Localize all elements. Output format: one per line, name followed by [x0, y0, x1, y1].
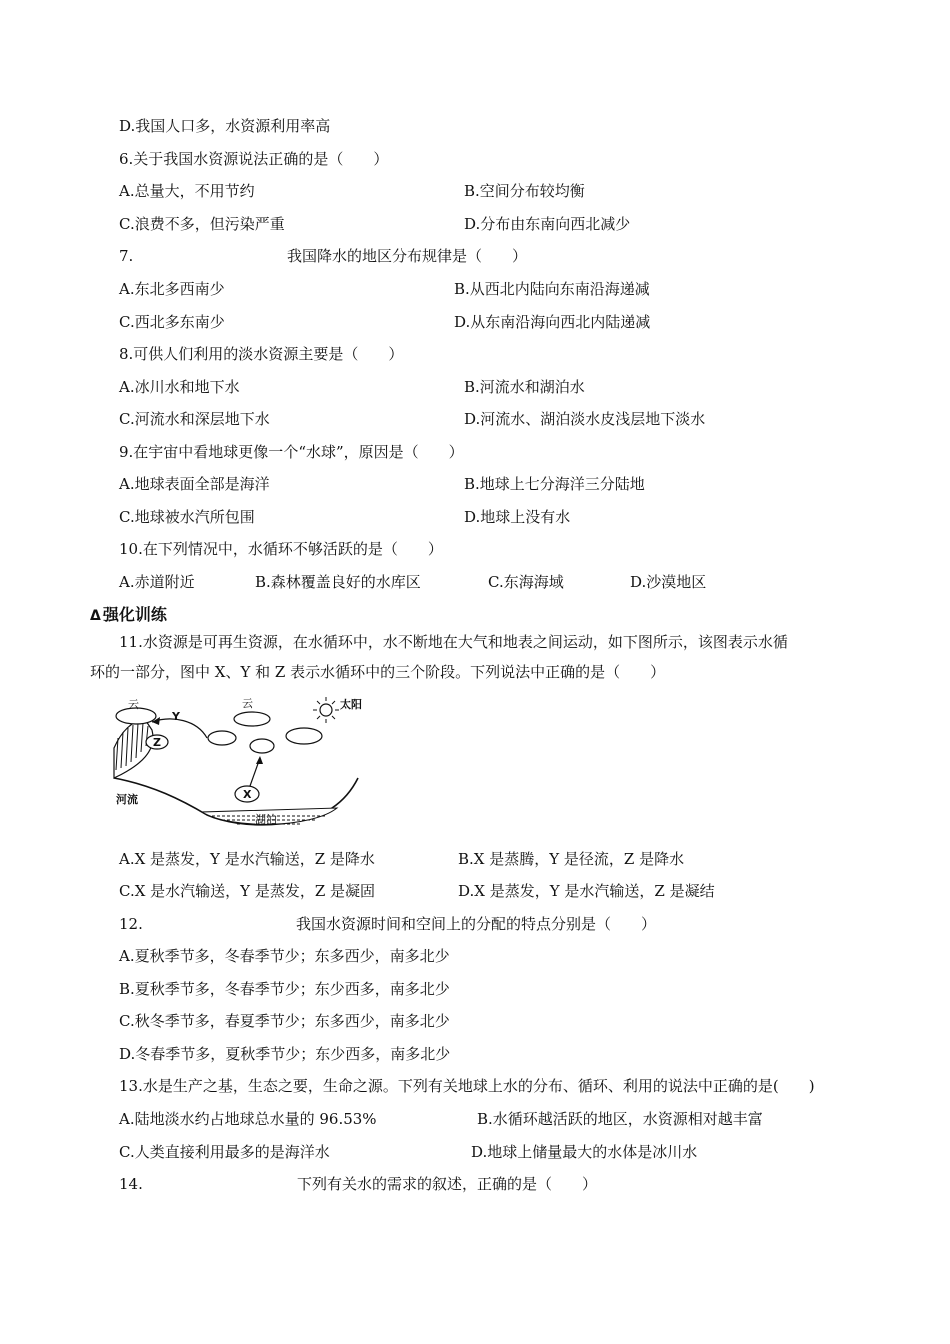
q7-number: 7.: [119, 247, 134, 265]
q11-stem-line1: 11.水资源是可再生资源，在水循环中，水不断地在大气和地表之间运动，如下图所示，该图表示水循: [119, 633, 788, 651]
q12-stem: 我国水资源时间和空间上的分配的特点分别是（ ）: [296, 915, 657, 933]
y-label: Y: [172, 710, 180, 723]
hillside: [114, 718, 153, 778]
q5-option-d: D.我国人口多，水资源利用率高: [119, 117, 331, 135]
lake-label: 湖泊: [255, 813, 277, 826]
q14-stem: 下列有关水的需求的叙述，正确的是（ ）: [297, 1175, 598, 1193]
q8-option-d: D.河流水、湖泊淡水皮浅层地下淡水: [464, 410, 706, 428]
q6-option-c: C.浪费不多，但污染严重: [119, 215, 285, 233]
section-heading: [90, 605, 167, 626]
q7-option-d: D.从东南沿海向西北内陆递减: [454, 313, 651, 331]
z-label: Z: [153, 736, 161, 749]
q6-option-a: A.总量大，不用节约: [119, 182, 255, 200]
q7-option-c: C.西北多东南少: [119, 313, 225, 331]
q12-option-d: D.冬春季节多，夏秋季节少；东少西多，南多北少: [119, 1045, 451, 1063]
q9-option-b: B.地球上七分海洋三分陆地: [464, 475, 645, 493]
q13-option-d: D.地球上储量最大的水体是冰川水: [471, 1143, 698, 1161]
q14-number: 14.: [119, 1175, 143, 1193]
cloud-mid-shape: [234, 712, 270, 726]
q7-stem: 我国降水的地区分布规律是（ ）: [287, 247, 528, 265]
q8-stem: 8.可供人们利用的淡水资源主要是（ ）: [119, 345, 404, 363]
q10-option-c: C.东海海域: [488, 573, 564, 591]
sun-icon: [313, 697, 339, 723]
delta-icon: Δ: [90, 608, 101, 624]
x-label: X: [243, 788, 252, 801]
q8-option-c: C.河流水和深层地下水: [119, 410, 270, 428]
q9-option-a: A.地球表面全部是海洋: [119, 475, 270, 493]
q9-option-d: D.地球上没有水: [464, 508, 571, 526]
q10-option-a: A.赤道附近: [119, 573, 195, 591]
section-title: 强化训练: [102, 605, 167, 624]
q7-option-a: A.东北多西南少: [119, 280, 225, 298]
q9-stem: 9.在宇宙中看地球更像一个“水球”，原因是（ ）: [119, 443, 464, 461]
cloud-small-1: [208, 731, 236, 745]
q10-stem: 10.在下列情况中，水循环不够活跃的是（ ）: [119, 540, 443, 558]
q12-number: 12.: [119, 915, 143, 933]
q13-option-c: C.人类直接利用最多的是海洋水: [119, 1143, 330, 1161]
q12-option-a: A.夏秋季节多，冬春季节少；东多西少，南多北少: [119, 947, 450, 965]
cloud-left-label: 云: [128, 698, 139, 711]
q10-option-d: D.沙漠地区: [630, 573, 707, 591]
q11-option-b: B.X 是蒸腾，Y 是径流，Z 是降水: [458, 850, 685, 868]
q11-option-d: D.X 是蒸发，Y 是水汽输送，Z 是凝结: [458, 882, 715, 900]
q13-option-a: A.陆地淡水约占地球总水量的 96.53%: [119, 1110, 377, 1128]
q6-option-d: D.分布由东南向西北减少: [464, 215, 631, 233]
q13-stem: 13.水是生产之基，生态之要，生命之源。下列有关地球上水的分布、循环、利用的说法中正确的是( ): [119, 1077, 815, 1095]
q11-option-a: A.X 是蒸发，Y 是水汽输送，Z 是降水: [119, 850, 375, 868]
water-cycle-diagram: [112, 690, 362, 830]
q11-option-c: C.X 是水汽输送，Y 是蒸发，Z 是凝固: [119, 882, 376, 900]
q6-option-b: B.空间分布较均衡: [464, 182, 585, 200]
q8-option-b: B.河流水和湖泊水: [464, 378, 585, 396]
x-arrowhead: [256, 756, 263, 764]
q11-stem-line2: 环的一部分，图中 X、Y 和 Z 表示水循环中的三个阶段。下列说法中正确的是（ ）: [90, 663, 666, 681]
q13-option-b: B.水循环越活跃的地区，水资源相对越丰富: [477, 1110, 763, 1128]
river-label: 河流: [116, 793, 138, 806]
q12-option-c: C.秋冬季节多，春夏季节少；东多西少，南多北少: [119, 1012, 450, 1030]
cloud-right: [286, 728, 322, 744]
q10-option-b: B.森林覆盖良好的水库区: [255, 573, 421, 591]
cloud-small-2: [250, 739, 274, 753]
sun-label: 太阳: [340, 698, 362, 711]
q7-option-b: B.从西北内陆向东南沿海递减: [454, 280, 650, 298]
q8-option-a: A.冰川水和地下水: [119, 378, 240, 396]
q9-option-c: C.地球被水汽所包围: [119, 508, 255, 526]
cloud-mid-label: 云: [242, 697, 253, 710]
q12-option-b: B.夏秋季节多，冬春季节少；东少西多，南多北少: [119, 980, 450, 998]
q6-stem: 6.关于我国水资源说法正确的是（ ）: [119, 150, 389, 168]
